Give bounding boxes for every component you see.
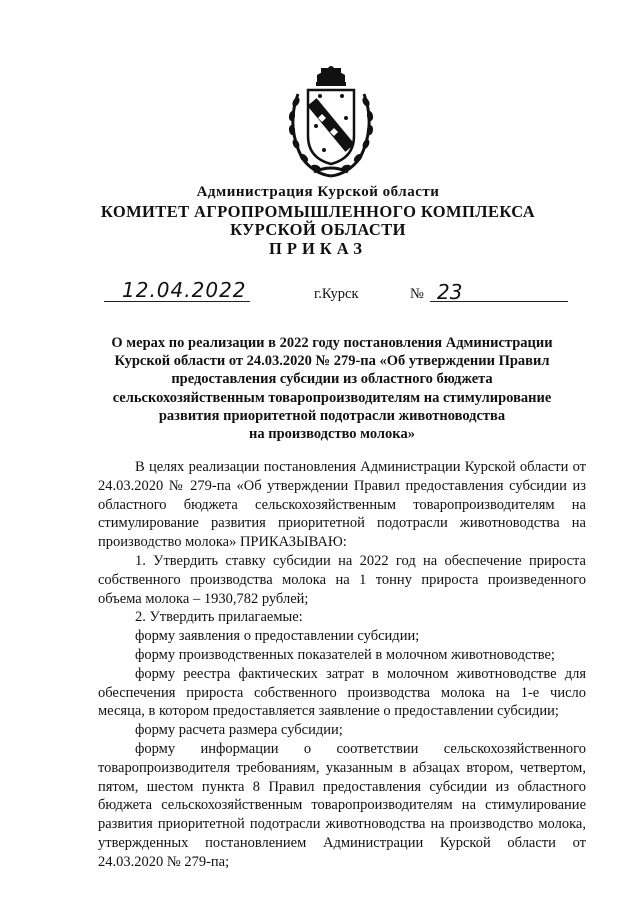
item-1-paragraph: 1. Утвердить ставку субсидии на 2022 год на обеспечение прироста собственного производства молока на 1 тонну прироста произведенного объема молока – 1930,782 рублей; <box>98 552 586 607</box>
intro-paragraph: В целях реализации постановления Администрации Курской области от 24.03.2020 № 279-па «Об утверждении Правил предоставления субсидии из областного бюджета сельскохозяйственным товаропроизводителям на стимулирование развития приоритетной подотрасли животноводства на производство молока» ПРИКАЗЫВАЮ: <box>98 459 586 551</box>
document-type: ПРИКАЗ <box>269 239 367 258</box>
form-item: форму производственных показателей в молочном животноводстве; <box>135 646 555 663</box>
item-2-paragraph: 2. Утвердить прилагаемые: <box>135 609 303 626</box>
administration-name: Администрация Курской области <box>196 184 440 200</box>
number-underline <box>430 301 568 302</box>
title-line: Курской области от 24.03.2020 № 279-па «Об утверждении Правил <box>114 353 550 370</box>
title-line: О мерах по реализации в 2022 году постановления Администрации <box>111 335 553 351</box>
order-body <box>98 458 586 872</box>
title-line: развития приоритетной подотрасли животноводства <box>158 407 506 424</box>
title-line: на производство молока» <box>249 426 415 443</box>
committee-name: КОМИТЕТ АГРОПРОМЫШЛЕННОГО КОМПЛЕКСА <box>100 202 536 221</box>
region-name: КУРСКОЙ ОБЛАСТИ <box>230 220 406 239</box>
order-number: 23 <box>437 280 463 304</box>
form-item: форму расчета размера субсидии; <box>135 722 343 739</box>
date-underline <box>104 301 250 302</box>
form-item: форму информации о соответствии сельскохозяйственного товаропроизводителя требованиям, указанным в абзацах втором, четвертом, пятом, шестом пункта 8 Правил предоставления субсидии из областного бюджета сельскохозяйственным товаропроизводителям на стимулирование развития приоритетной подотрасли животноводства на производство молока, утвержденных постановлением Администрации Курской области от 24.03.2020 № 279-па; <box>98 740 586 870</box>
coat-of-arms-emblem <box>284 66 378 180</box>
order-title <box>60 334 604 443</box>
city: г.Курск <box>314 286 359 302</box>
form-item: форму реестра фактических затрат в молочном животноводстве для обеспечения прироста собственного производства молока на 1-е число месяца, в котором предоставляется заявление о предоставлении субсидии; <box>98 665 586 720</box>
number-label: № <box>410 286 424 302</box>
title-line: сельскохозяйственным товаропроизводителям на стимулирование <box>112 389 552 406</box>
title-line: предоставления субсидии из областного бюджета <box>171 371 493 388</box>
form-item: форму заявления о предоставлении субсидии; <box>135 628 420 645</box>
order-date: 12.04.2022 <box>122 278 247 302</box>
